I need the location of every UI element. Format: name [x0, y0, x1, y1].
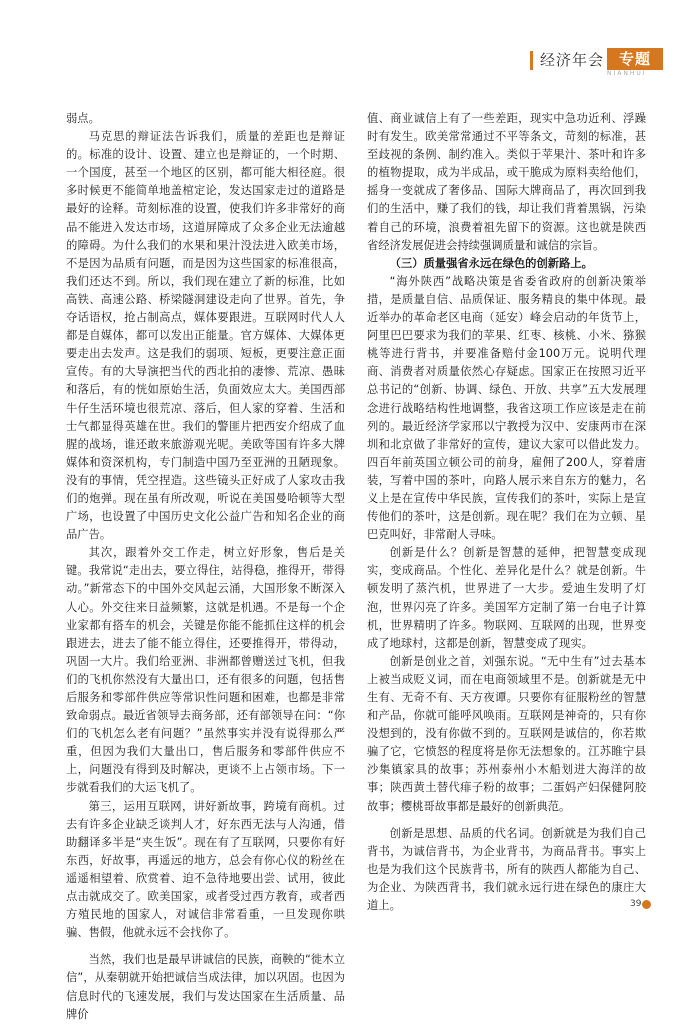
- left-column: [66, 110, 345, 1024]
- paragraph: 创新是创业之首，刘强东说。“无中生有”过去基本上被当成贬义词，而在电商领域里不是。创新就是无中生有、无奇不有、天方夜谭。只要你有征服粉丝的智慧和产品，你就可能呼风唤雨。互联网是神奇的，只有你没想到的，没有你做不到的。互联网是诚信的，你若欺骗了它，它愤怒的程度将是你无法想象的。江苏睢宁县沙集镇家具的故事；苏州泰州小木船划进大海洋的故事；陕西黄土替代痱子粉的故事；二蛋妈产妇保健阿胶故事；樱桃哥故事都是最好的创新典范。: [367, 654, 646, 813]
- paragraph: 弱点。: [66, 112, 100, 125]
- paragraph: 创新是什么？创新是智慧的延伸，把智慧变成现实，变成商品。个性化、差异化是什么？就是创新。牛顿发明了蒸汽机，世界进了一大步。爱迪生发明了灯泡，世界闪亮了许多。美国军方定制了第一台电子计算机，世界精明了许多。物联网、互联网的出现，世界变成了地球村，这都是创新，智慧变成了现实。: [367, 546, 646, 650]
- paragraph: 马克思的辩证法告诉我们，质量的差距也是辩证的。标准的设计、设置、建立也是辩证的，一个时期、一个国度，甚至一个地区的区别，都可能大相径庭。很多时候更不能简单地盖棺定论，发达国家走过的道路是最好的诠释。苛刻标准的设置，使我们许多非常好的商品不能进入发达市场，这道屏障成了众多企业无法逾越的障碍。为什么我们的水果和果汁没法进入欧美市场，不是因为品质有问题，而是因为这些国家的标准很高，我们还达不到。所以，我们现在建立了新的标准，比如高铁、高速公路、桥梁隧洞建设走向了世界。首先，争夺话语权，抢占制高点，媒体要跟进。互联网时代人人都是自媒体，都可以发出正能量。官方媒体、大媒体更要走出去发声。这是我们的弱项、短板，更要注意正面宣传。有的大导演把当代的西北拍的凄惨、荒凉、愚昧和落后，有的恍如原始生活，负面效应太大。美国西部牛仔生活环境也很荒凉、落后，但人家的穿着、生活和士气都显得英雄在世。我们的警匪片把西安介绍成了血腥的战场，谁还敢来旅游观光呢。美欧等国有许多大牌媒体和资深机构，专门制造中国乃至亚洲的丑陋现象。没有的事情，凭空捏造。这些镜头正好成了人家攻击我们的炮弹。现在虽有所改观，听说在美国曼哈顿等大型广场，也设置了中国历史文化公益广告和知名企业的商品广告。: [66, 130, 345, 542]
- paragraph: 第三，运用互联网，讲好新故事，跨境有商机。过去有许多企业缺乏谈判人才，好东西无法与人沟通，借助翻译多半是“夹生饭”。现在有了互联网，只要你有好东西，好故事，再遥远的地方，总会有你心仪的粉丝在遥遥相望着、欣赏着、迫不急待地要出尝、试用，彼此点击就成交了。欧美国家，或者受过西方教育，或者西方殖民地的国家人，对诚信非常看重，一旦发现你哄骗、售假，他就永远不会找你了。: [66, 799, 345, 940]
- header-accent-bar: [530, 51, 533, 70]
- paragraph: 创新是思想、品质的代名词。创新就是为我们自己背书，为诚信背书，为企业背书，为商品背书。事实上也是为我们这个民族背书，所有的陕西人都能为自己、为企业、为陕西背书，我们就永远行进在绿色的康庄大道上。: [367, 826, 646, 913]
- column-tag: 专题: [607, 48, 663, 70]
- right-column: [367, 110, 646, 915]
- section-heading: （三）质量强省永远在绿色的创新路上。: [389, 256, 593, 270]
- paragraph: 当然，我们也是最早讲诚信的民族，商鞅的“徙木立信”，从秦朝就开始把诚信当成法律，加以巩固。也因为信息时代的飞速发展，我们与发达国家在生活质量、品牌价: [66, 953, 345, 1021]
- paragraph: “海外陕西”战略决策是省委省政府的创新决策举措，是质量自信、品质保证、服务精良的集中体现。最近举办的革命老区电商（延安）峰会启动的年货节上，阿里巴巴要求为我们的苹果、红枣、核桃、小米、猕猴桃等进行背书，并要准备赔付金100万元。说明代理商、消费者对质量依然心存疑虑。国家正在按照习近平总书记的“创新、协调、绿色、开放、共享”五大发展理念进行战略结构性地调整，我省这项工作应该是走在前列的。最近经济学家邢以宁教授为汉中、安康两市在深圳和北京做了非常好的宣传，建议大家可以借此发力。四百年前英国立顿公司的前身，雇佣了200人，穿着唐装，写着中国的茶叶，向路人展示来自东方的魅力，名义上是在宣传中华民族，宣传我们的茶叶，实际上是宣传他们的茶叶，这是创新。现在呢？我们在为立顿、星巴克叫好，非常耐人寻味。: [367, 274, 646, 542]
- column-subtitle: NIANHUI: [607, 70, 647, 77]
- page-marker-icon: [642, 900, 651, 909]
- page-footer: [630, 899, 651, 910]
- column-title: 经济年会: [540, 51, 605, 69]
- paragraph: 值、商业诚信上有了一些差距，现实中急功近利、浮躁时有发生。欧美常常通过不平等条文，苛刻的标准，甚至歧视的条例、制约准入。类似于苹果汁、茶叶和许多的植物提取，成为半成品，或干脆成为原料卖给他们，摇身一变就成了奢侈品、国际大牌商品了，再次回到我们的生活中，赚了我们的钱，却让我们背着黑锅，污染着自己的环境，浪费着祖先留下的资源。这也就是陕西省经济发展促进会持续强调质量和诚信的宗旨。: [367, 112, 646, 252]
- column-header: [530, 48, 665, 78]
- paragraph: 其次，跟着外交工作走，树立好形象，售后是关键。我常说“走出去，要立得住，站得稳，推得开，带得动。”新常态下的中国外交风起云涌，大国形象不断深入人心。外交往来日益频繁，这就是机遇。不是每一个企业家都有搭车的机会，关键是你能不能抓住这样的机会跟进去，进去了能不能立得住，还要推得开，带得动，巩固一大片。我们给亚洲、非洲都曾赠送过飞机，但我们的飞机你然没有大量出口，还有很多的问题，包括售后服务和零部件供应等常识性问题和困难，也都是非常致命弱点。最近省领导去商务部，还有部领导在问：“你们的飞机怎么老有问题？”虽然事实并没有说得那么严重，但因为我们大量出口，售后服务和零部件供应不上，问题没有得到及时解决，更谈不上占领市场。下一步就看我们的大运飞机了。: [66, 546, 345, 795]
- page-number: 39: [630, 899, 642, 909]
